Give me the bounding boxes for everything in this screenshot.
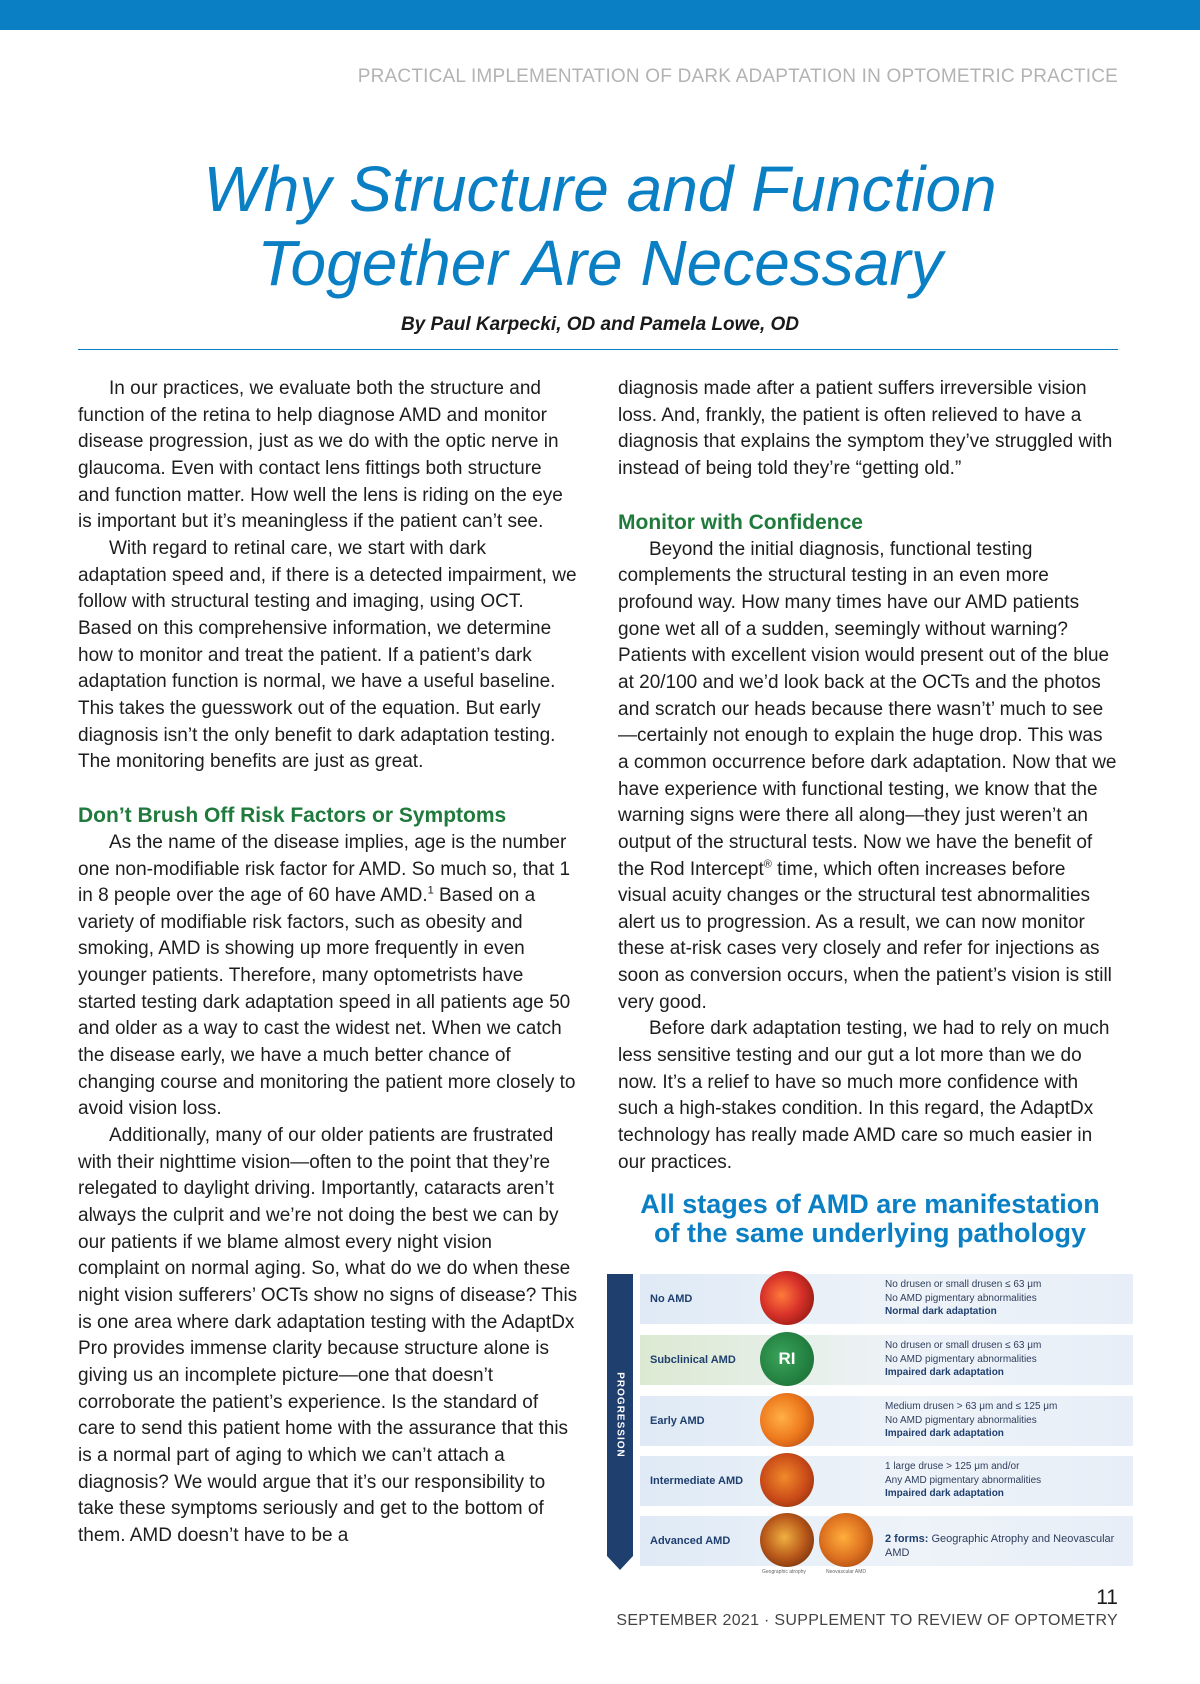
top-color-bar	[0, 0, 1200, 30]
progression-label: PROGRESSION	[614, 1372, 626, 1458]
publication-footer: SEPTEMBER 2021 · SUPPLEMENT TO REVIEW OF OPTOMETRY	[616, 1612, 1118, 1629]
reference-superscript: 1	[427, 884, 434, 897]
paragraph	[78, 830, 578, 1123]
criteria-line: No drusen or small drusen ≤ 63 μm	[885, 1279, 1042, 1290]
forms-text: Geographic Atrophy and Neovascular AMD	[885, 1533, 1115, 1559]
image-caption: Neovascular AMD	[826, 1569, 867, 1575]
stage-description	[885, 1278, 1041, 1319]
paragraph: With regard to retinal care, we start with dark adaptation speed and, if there is a detected impairment, we follow with structural testing and imaging, using OCT. Based on this comprehensive information, we determine how to monitor and treat the patient. If a patient’s dark adaptation function is normal, we have a useful baseline. This takes the guesswork out of the equation. But early diagnosis isn’t the only benefit to dark adaptation testing. The monitoring benefits are just as great.	[78, 537, 577, 773]
title-line-2: Together Are Necessary	[257, 227, 943, 299]
dark-adaptation-status: Impaired dark adaptation	[885, 1367, 1004, 1378]
article-title	[0, 152, 1200, 300]
criteria-line: No AMD pigmentary abnormalities	[885, 1353, 1037, 1365]
stage-label: Intermediate AMD	[650, 1475, 744, 1487]
stage-description	[885, 1533, 1133, 1560]
criteria-line: No AMD pigmentary abnormalities	[885, 1414, 1037, 1426]
page-number: 11	[1096, 1586, 1118, 1609]
ri-badge	[760, 1332, 814, 1386]
stage-row-no-amd	[640, 1274, 1133, 1324]
paragraph: Additionally, many of our older patients are frustrated with their nighttime vision—often to the point that they’re relegated to daylight driving. Importantly, cataracts aren’t always the culprit and we’re not doing the best we can by our patients if we blame almost every night vision complaint on normal aging. So, what do we do when these night vision sufferers’ OCTs show no signs of disease? This is one area where dark adaptation testing with the AdaptDx Pro provides immense clarity because structure alone is giving us an incomplete picture—one that doesn’t corroborate the patient’s experience. Is the standard of care to send this patient home with the assurance that this is a normal part of aging to which we can’t attach a diagnosis? We would argue that it’s our responsibility to take these symptoms seriously and get to the bottom of them. AMD doesn’t have to be a	[78, 1125, 578, 1546]
registered-mark: ®	[763, 858, 772, 871]
paragraph	[618, 537, 1118, 1017]
criteria-line: No AMD pigmentary abnormalities	[885, 1292, 1037, 1304]
paragraph-text: Based on a variety of modifiable risk factors, such as obesity and smoking, AMD is showing up more frequently in even younger patients. Therefore, many optometrists have started testing dark adaptation speed in all patients age 50 and older as a way to cast the widest net. When we catch the disease early, we have a much better chance of changing course and monitoring the patient more closely to avoid vision loss.	[78, 885, 576, 1120]
forms-label: 2 forms:	[885, 1533, 929, 1545]
title-divider	[78, 349, 1118, 350]
amd-stages-figure	[605, 1190, 1135, 1580]
stage-label: Early AMD	[650, 1415, 705, 1427]
paragraph-text: Beyond the initial diagnosis, functional testing complements the structural testing in an even more profound way. How many times have our AMD patients gone wet all of a sudden, seemingly without warning? Patients with excellent vision would present out of the blue at 20/100 and we’d look back at the OCTs and the photos and scratch our heads because there wasn’t’ much to see—certainly not enough to explain the huge drop. This was a common occurrence before dark adaptation. Now that we have experience with functional testing, we know that the warning signs were there all along—they just weren’t an output of the structural tests. Now we have the benefit of the Rod Intercept	[618, 538, 1117, 880]
stage-row-intermediate-amd	[640, 1456, 1133, 1506]
criteria-line: Medium drusen > 63 μm and ≤ 125 μm	[885, 1401, 1058, 1412]
running-head: PRACTICAL IMPLEMENTATION OF DARK ADAPTATION IN OPTOMETRIC PRACTICE	[357, 66, 1118, 87]
stage-description	[885, 1460, 1041, 1501]
stage-row-early-amd	[640, 1396, 1133, 1446]
fundus-image	[760, 1271, 814, 1325]
stage-label: Advanced AMD	[650, 1535, 731, 1547]
dark-adaptation-status: Impaired dark adaptation	[885, 1428, 1004, 1439]
section-heading: Don’t Brush Off Risk Factors or Symptoms	[78, 803, 507, 827]
fundus-image-neovascular	[819, 1513, 873, 1567]
figure-title-line-1: All stages of AMD are manifestation	[640, 1189, 1100, 1219]
stage-row-advanced-amd	[640, 1516, 1133, 1575]
progression-arrow-icon	[607, 1556, 633, 1570]
stage-label: No AMD	[650, 1293, 693, 1305]
ri-badge-text: RI	[778, 1349, 796, 1368]
stage-description	[885, 1339, 1041, 1380]
criteria-line: Any AMD pigmentary abnormalities	[885, 1474, 1042, 1486]
paragraph-text: As the name of the disease implies, age is the number one non-modifiable risk factor for AMD. So much so, that 1 in 8 people over the age of 60 have AMD.	[78, 831, 571, 907]
title-line-1: Why Structure and Function	[203, 153, 997, 225]
fundus-image-geographic-atrophy	[760, 1513, 814, 1567]
criteria-line: 1 large druse > 125 μm and/or	[885, 1461, 1020, 1472]
right-column	[618, 376, 1118, 1176]
paragraph: Before dark adaptation testing, we had to rely on much less sensitive testing and our gut a lot more than we do now. It’s a relief to have so much more confidence with such a high-stakes condition. In this regard, the AdaptDx technology has really made AMD care so much easier in our practices.	[618, 1018, 1110, 1173]
stage-description	[885, 1400, 1057, 1441]
section-heading: Monitor with Confidence	[618, 510, 863, 534]
paragraph-text: time, which often increases before visual acuity changes or the structural test abnormalities alert us to progression. As a result, we can now monitor these at-risk cases very closely and refer for injections as soon as conversion occurs, when the patient’s vision is still very good.	[618, 858, 1112, 1013]
fundus-image	[760, 1453, 814, 1507]
dark-adaptation-status: Normal dark adaptation	[885, 1306, 997, 1317]
image-caption: Geographic atrophy	[762, 1569, 806, 1575]
byline: By Paul Karpecki, OD and Pamela Lowe, OD	[400, 314, 800, 335]
criteria-line: No drusen or small drusen ≤ 63 μm	[885, 1340, 1042, 1351]
figure-title-line-2: of the same underlying pathology	[653, 1218, 1087, 1248]
stage-label: Subclinical AMD	[650, 1354, 736, 1366]
stage-row-subclinical-amd	[640, 1335, 1133, 1385]
paragraph: diagnosis made after a patient suffers irreversible vision loss. And, frankly, the patient is often relieved to have a diagnosis that explains the symptom they’ve struggled with instead of being told they’re “getting old.”	[618, 378, 1113, 479]
left-column	[78, 376, 578, 1550]
dark-adaptation-status: Impaired dark adaptation	[885, 1488, 1004, 1499]
fundus-image	[760, 1393, 814, 1447]
paragraph: In our practices, we evaluate both the structure and function of the retina to help diagnose AMD and monitor disease progression, just as we do with the optic nerve in glaucoma. Even with contact lens fittings both structure and function matter. How well the lens is riding on the eye is important but it’s meaningless if the patient can’t see.	[78, 378, 563, 533]
figure-title	[605, 1190, 1135, 1248]
